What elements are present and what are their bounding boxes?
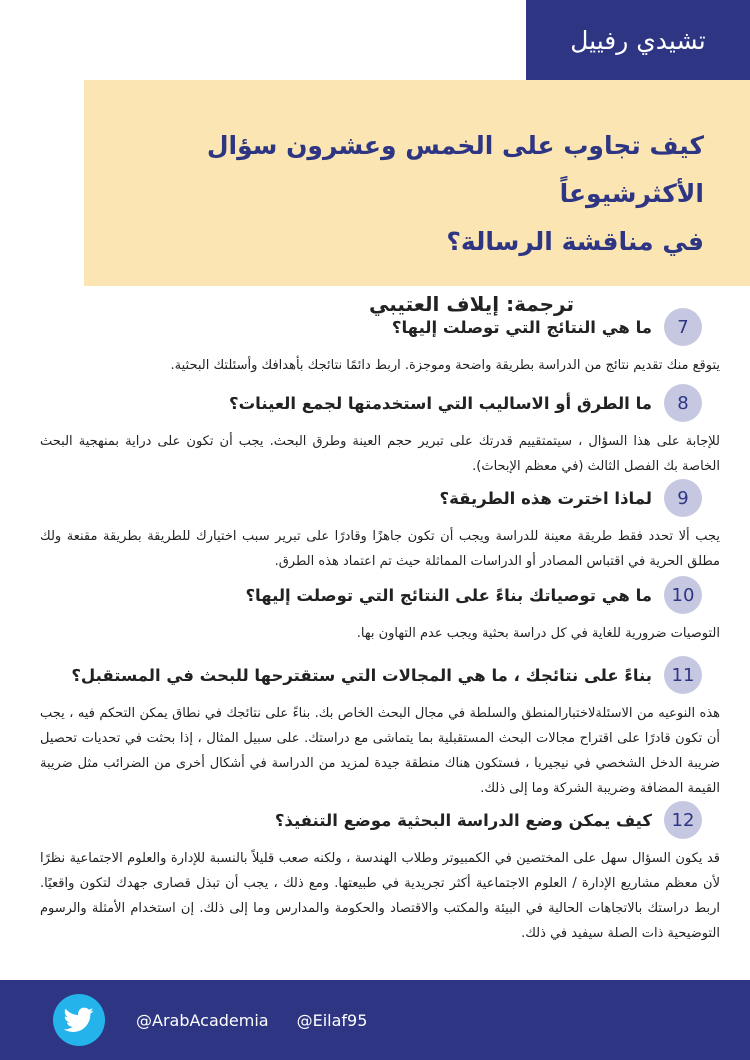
- question-block-8: [0, 383, 750, 479]
- question-heading: ما هي النتائج التي توصلت إليها؟: [391, 317, 652, 337]
- question-heading: بناءً على نتائجك ، ما هي المجالات التي ستقترحها للبحث في المستقبل؟: [71, 665, 652, 685]
- answer-paragraph: يجب ألا تحدد فقط طريقة معينة للدراسة ويجب أن تكون جاهزًا وقادرًا على تبرير سبب اختيارك للطريقة بطريقة مقنعة ولك مطلق الحرية في اقتباس المصادر أو الدراسات المماثلة حيث تم اعتماد هذه الطرق.: [40, 529, 720, 569]
- question-block-12: [0, 800, 750, 946]
- question-heading: ما هي توصياتك بناءً على النتائج التي توصلت إليها؟: [245, 585, 652, 605]
- author-banner: [526, 0, 750, 80]
- question-number-badge: 9: [664, 479, 702, 517]
- answer-paragraph: قد يكون السؤال سهل على المختصين في الكمبيوتر وطلاب الهندسة ، ولكنه صعب قليلاً بالنسبة للإدارة والعلوم الاجتماعية نظرًا لأن معظم مشاريع الإدارة / العلوم الاجتماعية أكثر تجريدية في طبيعتها. ومع ذلك ، يجب أن تبذل قصارى جهدك لتكون واقعيًا. اربط دراستك بالاتجاهات الحالية في البيئة والمكتب والاقتصاد والحكومة والمدارس وما إلى ذلك. إن استخدام الأمثلة والرسوم التوضيحية ذات الصلة سيفيد في ذلك.: [40, 851, 720, 941]
- question-block-7: [0, 307, 750, 378]
- question-block-10: [0, 575, 750, 646]
- question-block-9: [0, 478, 750, 574]
- twitter-handle-eilaf95[interactable]: @Eilaf95: [296, 1010, 368, 1030]
- question-number-badge: 8: [664, 384, 702, 422]
- question-number-badge: 11: [664, 656, 702, 694]
- answer-paragraph: يتوقع منك تقديم نتائج من الدراسة بطريقة واضحة وموجزة. اربط دائمًا نتائجك بأهدافك وأسئلتك البحثية.: [170, 358, 720, 373]
- author-name: تشيدي رفييل: [570, 25, 706, 55]
- twitter-bird-icon[interactable]: [53, 994, 105, 1046]
- question-number-badge: 7: [664, 308, 702, 346]
- question-number-badge: 10: [664, 576, 702, 614]
- twitter-handle-arabacademia[interactable]: @ArabAcademia: [136, 1010, 269, 1030]
- question-heading: ما الطرق أو الاساليب التي استخدمتها لجمع العينات؟: [229, 393, 652, 413]
- translator-credit: ترجمة: إيلاف العتيبي: [369, 292, 574, 316]
- question-heading: لماذا اخترت هذه الطريقة؟: [439, 488, 652, 508]
- page-title-line-1: كيف تجاوب على الخمس وعشرون سؤال الأكثرشيوعاً: [206, 131, 704, 208]
- question-number-badge: 12: [664, 801, 702, 839]
- page-title-line-2: في مناقشة الرسالة؟: [446, 227, 704, 256]
- answer-paragraph: التوصيات ضرورية للغاية في كل دراسة بحثية ويجب عدم التهاون بها.: [356, 626, 720, 641]
- answer-paragraph: هذه النوعيه من الاسئلةلاختبارالمنطق والسلطة في مجال البحث الخاص بك. بناءً على نتائجك في نطاق يمكن التحكم فيه ، يجب أن تكون قادرًا على اقتراح مجالات البحث المستقبلية بما يتماشى مع دراستك. على سبيل المثال ، إذا بحثت في تحديات تحصيل ضريبة الدخل الشخصي في نيجيريا ، فستكون هناك منطقة جيدة لمزيد من الدراسة في أشكال أخرى من الضرائب مثل ضريبة القيمة المضافة وضريبة الشركة وما إلى ذلك.: [40, 706, 720, 796]
- answer-paragraph: للإجابة على هذا السؤال ، سيتمتقييم قدرتك على تبرير حجم العينة وطرق البحث. يجب أن تكون على دراية بمنهجية البحث الخاصة بك الفصل الثالث (في معظم الإبحاث).: [40, 434, 720, 474]
- footer-bar: [0, 980, 750, 1060]
- question-block-11: [0, 655, 750, 801]
- question-heading: كيف يمكن وضع الدراسة البحثية موضع التنفيذ؟: [274, 810, 652, 830]
- title-panel: [84, 80, 750, 316]
